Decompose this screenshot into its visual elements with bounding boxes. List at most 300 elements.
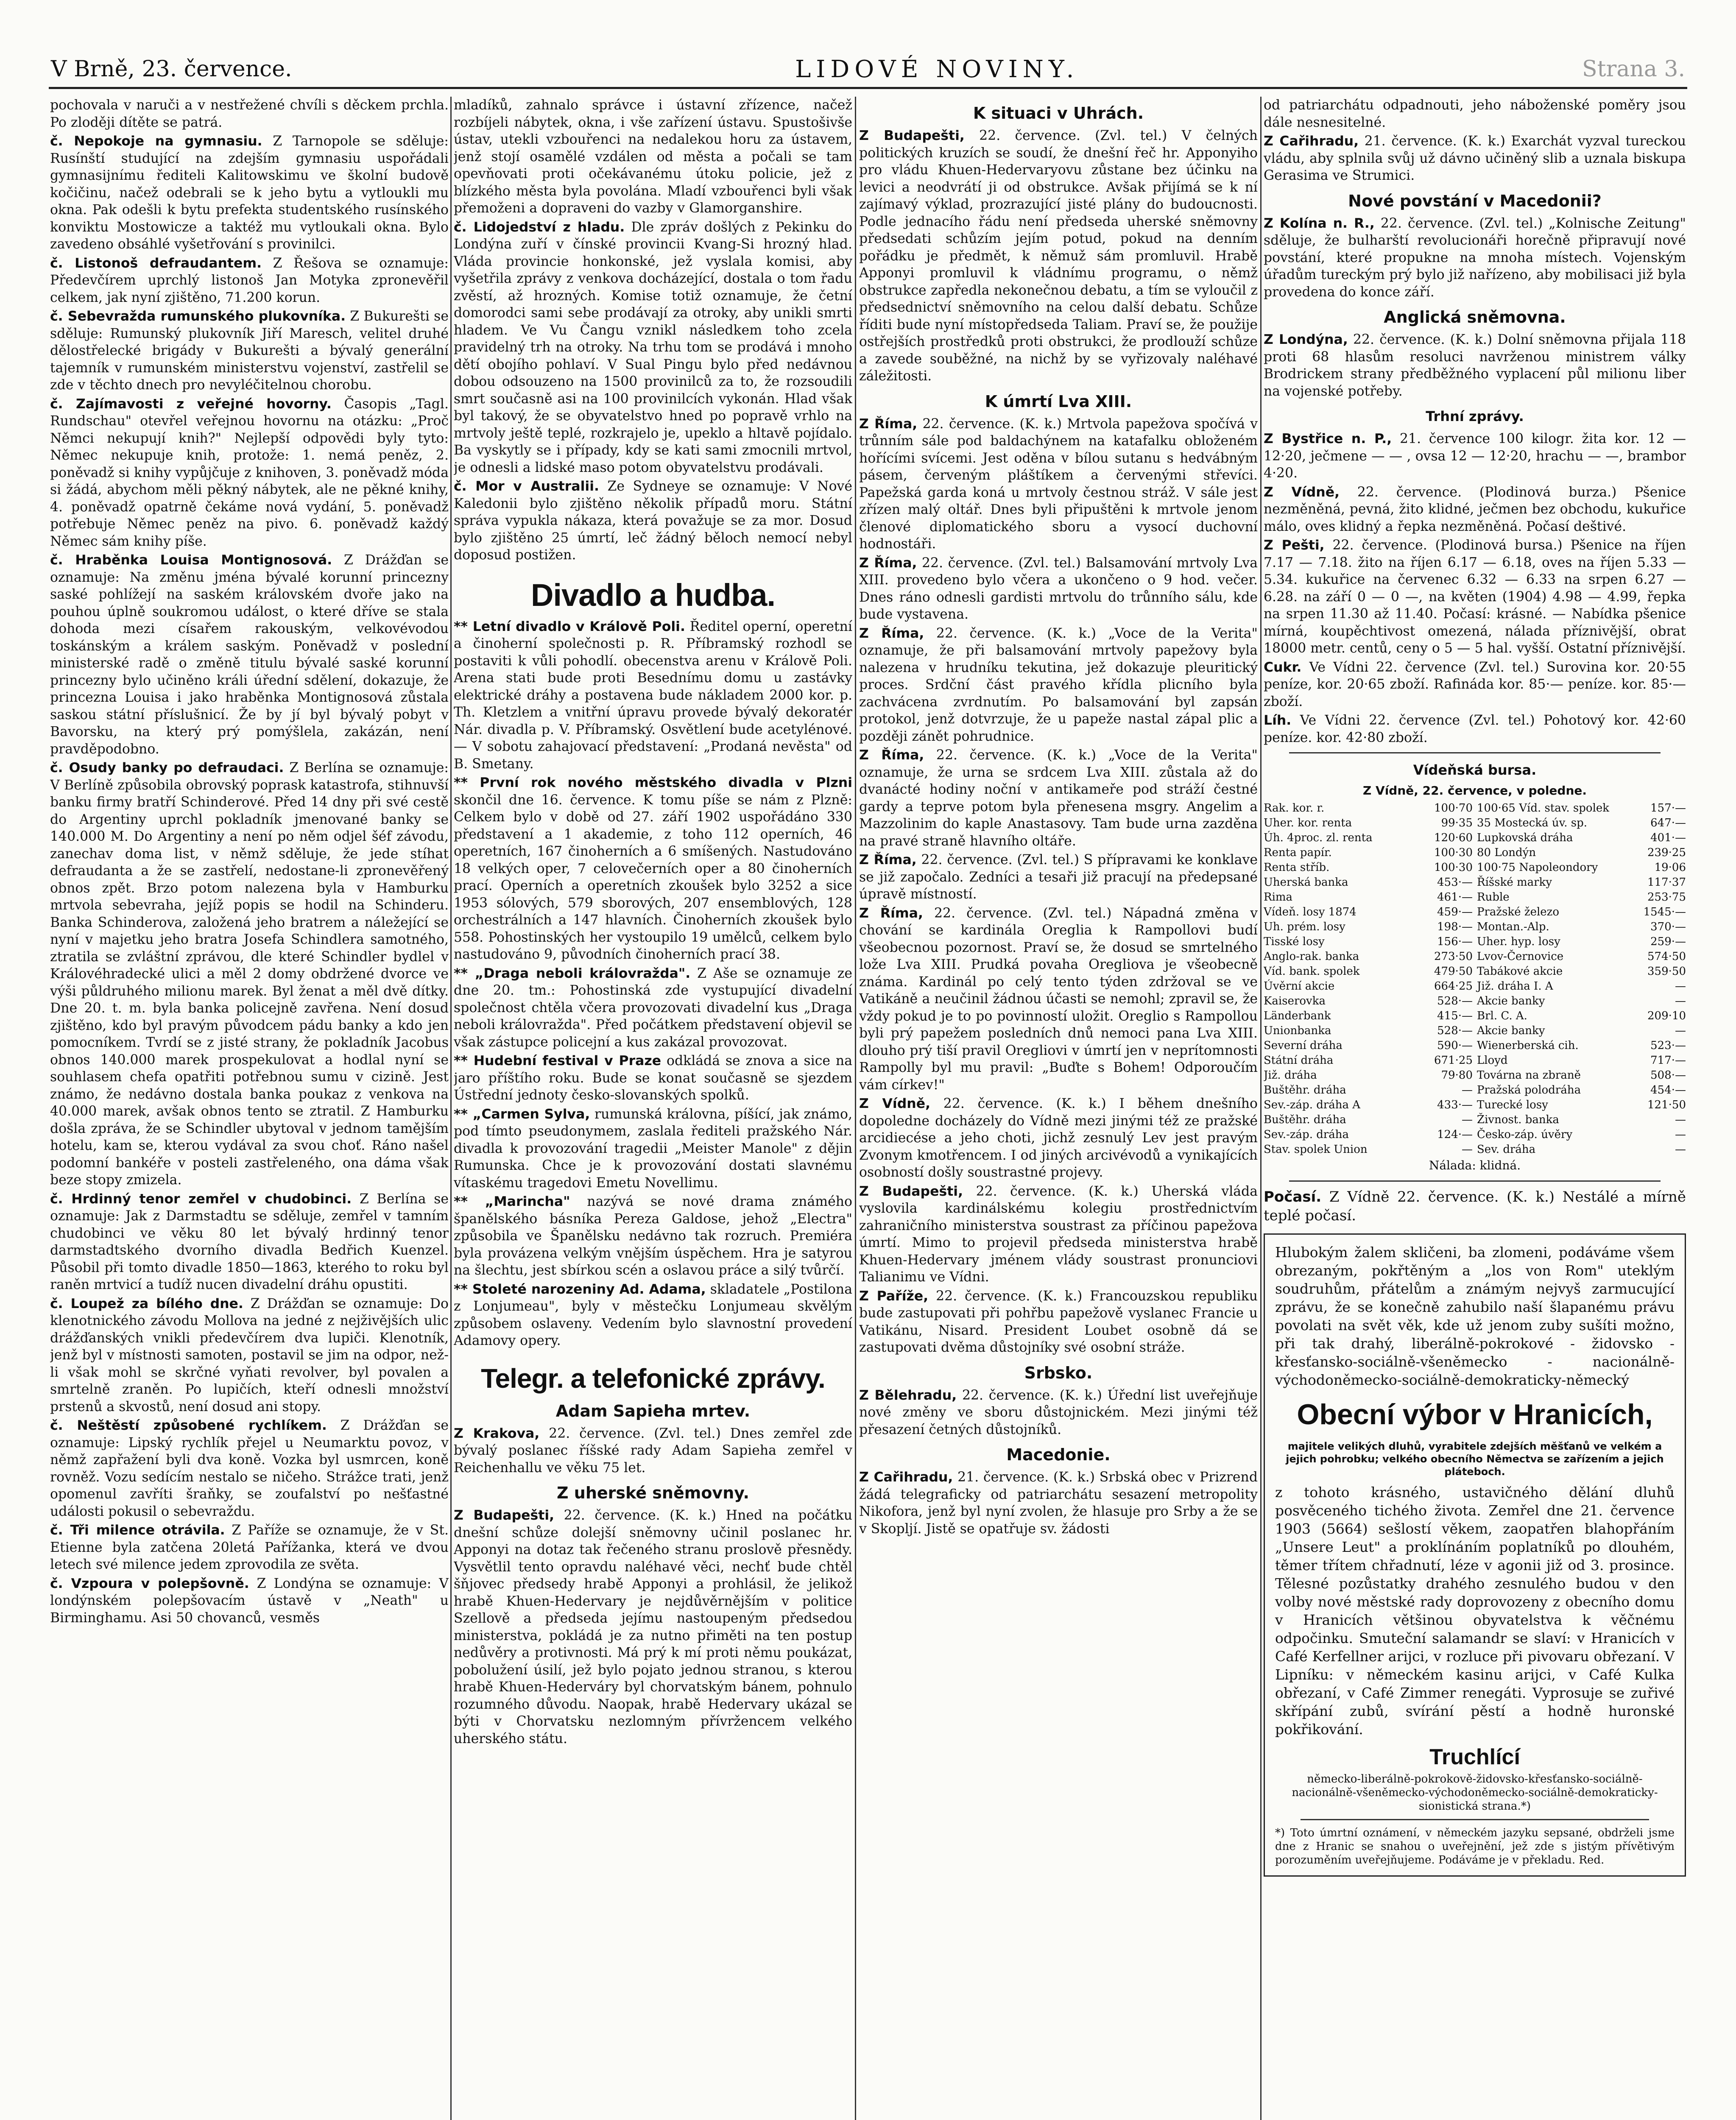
- news-item: [454, 1106, 852, 1192]
- news-item-text: Z Drážďan se oznamuje: Do klenotnického závodu Mollova na jedné z nejživějších ulic drážďanských vnikli předevčírem dva lupiči. Klenotník, jenž byl v místnosti samoten, postavil se jim na odpor, než-li však mohl se skrčné vyňati revolver, byl povalen a smrtelně zraněn. Po lupičích, kteří odnesli množství prstenů a skvostů, není dosud ani stopy.: [50, 1296, 449, 1414]
- column-rule: [855, 97, 856, 2120]
- bourse-cell: 253·75: [1647, 891, 1686, 904]
- bourse-cell: Úvěrní akcie: [1264, 980, 1335, 993]
- news-item-text: Z Paříže se oznamuje, že v St. Etienne byla zatčena 20letá Pařížanka, která ve dvou letech své milence jedem zprovodila ze světa.: [50, 1523, 449, 1572]
- column-3: [859, 97, 1258, 2120]
- news-item-text: Z Řešova se oznamuje: Předevčírem uprchlý listonoš Jan Motyka zpronevěřil celkem, jak nyní zjištěno, 71.200 korun.: [50, 255, 449, 305]
- bourse-cell: 239·25: [1647, 846, 1686, 859]
- bourse-cell: 100·75 Napoleondory: [1477, 861, 1598, 874]
- news-item-text: 22. července. (Plodinová bursa.) Pšenice na říjen 7.17 — 7.18. žito na říjen 6.17 — 6.18, oves na říjen 5.33 — 5.34. kukuřice na červenec 6.32 — 6.33 na srpen 6.27 — 6.28. na září 0 — 0 —, na květen (1904) 4.98 — 4.99, řepka na srpen 11.30 až 11.40. Počasí: krásné. — Nabídka pšenice mírná, koupěchtivost omezená, nálada příznivější, obrat 18000 metr. centů, ceny o 5 — 5 hal. vyšší. Ostatní příznivější.: [1264, 538, 1686, 656]
- bourse-cell: Severní dráha: [1264, 1039, 1342, 1052]
- bourse-cell: 508·—: [1650, 1069, 1686, 1082]
- bourse-cell: 273·50: [1434, 950, 1473, 963]
- bourse-row: [1264, 875, 1686, 890]
- news-item-text: Z Tarnopole se sděluje: Rusínští studující na zdejším gymnasiu uspořádali gymnasijnímu řediteli Kalitowskimu ve školní budově kočičinu, načež odebrali se k jeho bytu a vytloukli mu okna. Pak odešli k bytu prefekta studentského rusínského konviktu Mostowicze a taktéž mu vytloukali okna. Bylo zavedeno obsáhlé vyšetřování s provinilci.: [50, 134, 449, 252]
- news-item-text: 22. července. (Zvl. tel.) V čelných politických kruzích se soudí, že dnešní řeč hr. Apponyiho pro vládu Khuen-Hedervaryovu zůstane bez účinku na levici a neodvrátí ji od obstrukce. Avšak přijímá se k ní zajímavý výklad, prozrazující jisté plány do budoucnosti. Podle jednacího řádu není předseda uherské sněmovny předsedati schůzím jejím potud, pokud na denním pořádku je předmět, k němuž sám promluvil. Hrabě Apponyi promluvil k vládnímu programu, o němž obstrukce zapředla nekonečnou debatu, a tím se vyloučil z předsednictví sněmovního na celou další debatu. Schůze říditi bude nyní místopředseda Taliam. Praví se, že použije ostřejších prostředků proti obstrukci, že prodlouží schůze a zavede souběžné, na nichž by se vyřizovaly naléhavé záležitosti.: [859, 128, 1258, 384]
- bourse-row: [1264, 1038, 1686, 1053]
- bourse-row: [1264, 979, 1686, 994]
- bourse-cell: 453·—: [1437, 876, 1473, 889]
- news-item: [454, 618, 852, 773]
- bourse-row: [1264, 1142, 1686, 1157]
- bourse-row: [1264, 920, 1686, 934]
- news-item-text: 22. července. (K. k.) Dolní sněmovna přijala 118 proti 68 hlasům resoluci navrženou ministrem války Brodrickem strany předběžného vyplacení půl milionu liber na vojenské potřeby.: [1264, 332, 1686, 399]
- bourse-cell: Buštěhr. dráha: [1264, 1084, 1346, 1096]
- bourse-row: [1264, 1009, 1686, 1024]
- news-item: [1264, 537, 1686, 657]
- divider: [1301, 1819, 1649, 1820]
- news-item-title: č. Hraběnka Louisa Montignosová.: [50, 552, 332, 568]
- news-item-text: Z Bukurešti se sděluje: Rumunský plukovník Jiří Maresch, velitel druhé dělostřelecké brigády v Bukurešti a bývalý generální tajemník v rumunském ministerstvu vojenství, zastřelil se zde v těchto dnech pro nevyléčitelnou chorobu.: [50, 309, 449, 393]
- bourse-cell: Anglo-rak. banka: [1264, 950, 1359, 963]
- news-list: [50, 133, 449, 1626]
- news-item: [50, 1522, 449, 1573]
- news-item-title: Z Budapešti,: [859, 128, 965, 143]
- news-item-title: Z Vídně,: [859, 1096, 931, 1111]
- telegram-list: [454, 1425, 852, 1477]
- bourse-cell: Tabákové akcie: [1477, 965, 1563, 978]
- news-item-title: č. Loupež za bílého dne.: [50, 1296, 243, 1311]
- news-item-text: odkládá se znova a sice na jaro příštího roku. Bude se konat současně se sjezdem Ústřední jednoty česko-slovanských spolků.: [454, 1053, 852, 1103]
- article-continuation: od patriarchátu odpadnouti, jeho náboženské poměry jsou dále nesnesitelné.: [1264, 98, 1686, 130]
- news-item-title: ** „Carmen Sylva,: [454, 1106, 590, 1122]
- bourse-cell: Víd. bank. spolek: [1264, 965, 1360, 978]
- news-item: [454, 1052, 852, 1104]
- news-item-title: č. Hrdinný tenor zemřel v chudobinci.: [50, 1191, 352, 1207]
- news-item-text: 22. července. (K. k.) Uherská vláda vyslovila kardinálskému kolegiu prostřednictvím zahraničního ministerstva soustrast za příčinou papežova úmrtí. Mimo to projevil předseda ministerstva hrabě Khuen-Hedervary jménem vlády soustrast pronunciovi Talianimu ve Vídni.: [859, 1183, 1258, 1285]
- news-item: [859, 1469, 1258, 1537]
- bourse-cell: 528·—: [1437, 1024, 1473, 1037]
- subheading-situation: K situaci v Uhrách.: [973, 104, 1144, 123]
- subheading-macedonia: Macedonie.: [1006, 1445, 1111, 1464]
- news-item-title: Z Říma,: [859, 625, 924, 641]
- news-item: [859, 851, 1258, 903]
- bourse-row: [1264, 860, 1686, 875]
- bourse-cell: Kaiserovka: [1264, 995, 1326, 1007]
- bourse-cell: —: [1675, 1128, 1686, 1141]
- bourse-cell: Buštěhr. dráha: [1264, 1113, 1346, 1126]
- news-item-text: 21. července. (K. k.) Exarchát vyzval tureckou vládu, aby splnila svůj už dávno učiněný slib a uznala biskupa Gerasima ve Strumici.: [1264, 134, 1686, 183]
- news-item: [454, 478, 852, 564]
- bourse-cell: Rak. kor. r.: [1264, 802, 1325, 815]
- bourse-cell: Stav. spolek Union: [1264, 1143, 1368, 1156]
- bourse-cell: Renta stříb.: [1264, 861, 1330, 874]
- news-item: [50, 759, 449, 1189]
- telegram-list: [859, 1469, 1258, 1537]
- bourse-cell: 461·—: [1437, 891, 1473, 904]
- weather-title: Počasí.: [1264, 1188, 1322, 1205]
- news-item-title: ** „Marincha": [454, 1194, 570, 1209]
- news-item: [859, 747, 1258, 850]
- news-item-title: Z Londýna,: [1264, 332, 1348, 347]
- bourse-row: [1264, 994, 1686, 1009]
- bourse-cell: Unionbanka: [1264, 1024, 1331, 1037]
- bourse-cell: 574·50: [1647, 950, 1686, 963]
- news-item: [859, 905, 1258, 1094]
- section-heading-telegrams: Telegr. a telefonické zprávy.: [481, 1363, 825, 1394]
- bourse-row: [1264, 845, 1686, 860]
- bourse-cell: Lupkovská dráha: [1477, 831, 1573, 844]
- theatre-news-list: [454, 618, 852, 1350]
- bourse-row: [1264, 934, 1686, 949]
- news-item-title: č. Vzpoura v polepšovně.: [50, 1576, 249, 1591]
- news-item: [859, 416, 1258, 553]
- bourse-cell: Říšské marky: [1477, 876, 1552, 889]
- news-item-text: Z Drážďan se oznamuje: Na změnu jména bývalé korunní princezny saské pohlížejí na saském královském dvoře jako na pouhou úplně soukromou událost, o které dříve se stala dohoda mezi císařem rakouským, velkovévodou toskánským a králem saským. Poněvadž v poslední ministerské radě o změně titulu bývalé saské korunní princezny bylo učiněno králi úřední sdělení, dokazuje, že princezna Louisa i jako hraběnka Montignosová zůstala saskou státní příslušnicí. Že by jí byl bývalý pobyt v Bavorsku, na který prý pomýšlela, zakázán, není pravděpodobno.: [50, 552, 449, 757]
- telegram-list: [859, 127, 1258, 385]
- article-continuation: pochovala v naruči a v nestřežené chvíli s děckem prchla. Po zloději dítěte se patrá.: [50, 98, 449, 130]
- news-item-text: 22. července. (K. k.) Mrtvola papežova spočívá v trůnním sále pod baldachýnem na katafalku obloženém hořícími svícemi. Jest oděna v bílou sutanu s hedvábným pásem, červeným pláštíkem a červenými střevíci. Papežská garda koná u mrtvoly čestnou stráž. V sále jest zřízen malý oltář. Dnes byli připuštěni k mrtvole jenom členové diplomatického sboru a vysocí duchovní hodnostáři.: [859, 416, 1258, 552]
- news-item-text: 22. července. (Zvl. tel.) Nápadná změna v chování se kardinála Oreglia k Rampollovi budí všeobecnou pozornost. Praví se, že dosud se smrtelného lože Lva XIII. Prudká povaha Oregliova je všeobecně známa. Kardinál po celý tento týden zdržoval se ve Vatikáně a neučinil žádnou účasti se nemohl; zpravil se, že vždy pokud je to po povinností uložit. Oreglio s Rampollou byli prý papežem posledních dnů nemoci pana Lva XIII. dlouho prý tiší pravil Oregliovi v úmrtí jen v neprítomnosti Rampolly byl mu pravil: „Buďte s Bohem! Odporoučím vám církev!": [859, 905, 1258, 1093]
- market-list: [1264, 430, 1686, 746]
- news-item: [454, 1281, 852, 1350]
- news-item: [50, 1417, 449, 1520]
- telegram-list: [454, 1507, 852, 1747]
- news-item: [50, 552, 449, 758]
- bourse-cell: 590·—: [1437, 1039, 1473, 1052]
- bourse-cell: 100·65 Víd. stav. spolek: [1477, 802, 1610, 815]
- bourse-cell: Uher. kor. renta: [1264, 817, 1352, 829]
- bourse-cell: Lloyd: [1477, 1054, 1508, 1067]
- news-item-text: 22. července. (K. k.) „Voce de la Verita" oznamuje, že urna se srdcem Lva XIII. zůstala až do dvanácté hodiny noční v antikameře pod stráží čestné gardy a teprve potom byla přenesena msgry. Angelim a Mazzolinim do kaple Anastasovy. Tam bude urna zazděna na pravé straně hlavního oltáře.: [859, 748, 1258, 849]
- news-item: [454, 219, 852, 477]
- bourse-cell: 401·—: [1650, 831, 1686, 844]
- bourse-row: [1264, 1113, 1686, 1127]
- telegram-list: [1264, 133, 1686, 184]
- bourse-cell: 528·—: [1437, 995, 1473, 1007]
- subheading-sapieha: Adam Sapieha mrtev.: [555, 1401, 751, 1420]
- news-item: [50, 1191, 449, 1294]
- news-item-text: Z Aše se oznamuje ze dne 20. tm.: Pohostinská zde vystupující divadelní společnost chtěla včera provozovati divadelní kus „Draga neboli královražda". Před počátkem představení objevil se však zástupce policejní a kus zakázal provozovat.: [454, 965, 852, 1050]
- subheading-bourse: Vídeňská bursa.: [1413, 762, 1537, 778]
- bourse-cell: Vídeň. losy 1874: [1264, 906, 1356, 918]
- bourse-cell: 647·—: [1650, 817, 1686, 829]
- news-item-title: Z Krakova,: [454, 1425, 540, 1441]
- news-item-title: Z Říma,: [859, 416, 918, 432]
- page-header: [51, 50, 1685, 88]
- news-item: [50, 1575, 449, 1627]
- news-item-title: Z Cařihradu,: [1264, 134, 1359, 149]
- news-item-title: Z Budapešti,: [859, 1183, 963, 1199]
- news-item-title: č. Listonoš defraudantem.: [50, 255, 262, 271]
- subheading-market: Trhní zprávy.: [1426, 408, 1524, 424]
- news-item-title: ** První rok nového městského divadla v Plzni: [454, 775, 852, 790]
- article-continuation: mladíků, zahnalo správce i ústavní zřízence, načež rozbíjeli nábytek, okna, i vše zařízení ústavu. Spustošivše ústav, utekli vzbouřenci na nedalekou horu za ústavem, jenž stojí osamělé vzdálen od města a počali se tam opevňovati proti očekávanému útoku policie, jež z blízkého města byla povolána. Mladí vzbouřenci byli však přemoženi a dopraveni do vazby v Glamorganshire.: [454, 98, 852, 216]
- news-item-text: 22. července. (Zvl. tel.) Dnes zemřel zde bývalý poslanec říšské rady Adam Sapieha zemřel v Reichenhallu ve věku 75 let.: [454, 1425, 852, 1476]
- bourse-cell: —: [1675, 1113, 1686, 1126]
- notice-text: Hlubokým žalem skličeni, ba zlomeni, podáváme všem obrezaným, pokřtěným a „los von Rom" uteklým soudruhům, přátelům a známým nejvyš zarmucující zprávu, že se konečně zahubilo naší šlapanému právu povolati na svět věk, kde už jenom zuby sušíti možno, při tak drahý, liberálně-pokrokové - židovsko - křesťansko-sociálně-všeněmecko - nacionálně-východoněmecko-sociálně-demokraticky-německý: [1275, 1244, 1675, 1388]
- bourse-row: [1264, 816, 1686, 831]
- bourse-row: [1264, 964, 1686, 979]
- bourse-cell: 523·—: [1650, 1039, 1686, 1052]
- bourse-cell: Pražská polodráha: [1477, 1084, 1581, 1096]
- bourse-cell: 19·06: [1654, 861, 1686, 874]
- news-item: [1264, 712, 1686, 746]
- subheading-serbia: Srbsko.: [1024, 1363, 1093, 1382]
- news-item: [454, 965, 852, 1051]
- news-item-text: 22. července. (K. k.) Francouzskou republiku bude zastupovati při pohřbu papežově vyslanec Francie u Vatikánu, Nisard. President Loubet osobně dá se zastupovati dvěma důstojníky své osobní stráže.: [859, 1288, 1258, 1355]
- bourse-table: [1264, 801, 1686, 1157]
- bourse-cell: Akcie banky: [1477, 995, 1545, 1007]
- news-item-title: Z Říma,: [859, 905, 923, 921]
- news-item-text: 21. července 100 kilogr. žita kor. 12 — 12·20, ječmene — — , ovsa 12 — 12·20, hrachu — —, brambor 4·20.: [1264, 431, 1686, 481]
- telegram-list: [1264, 331, 1686, 400]
- section-heading-theatre: Divadlo a hudba.: [530, 577, 776, 613]
- news-item-text: skončil dne 16. července. K tomu píše se nám z Plzně: Celkem bylo v době od 27. září 1902 uspořádáno 330 představení a 1 akademie, z toho 112 operních, 46 operetních, 167 činoherních a 6 smíšených. Nastudováno 18 velkých oper, 7 celovečerních oper a 80 činoherních prací. Operních a operetních zkoušek bylo 3252 a sice 1953 sólových, 579 sborových, 207 ensemblových, 128 orchestrálních a 147 hlavních. Činoherních zkoušek bylo 558. Pohostinských her vystoupilo 19 umělců, celkem bylo nastudováno 9, původních činoherních prací 38.: [454, 792, 852, 962]
- bourse-cell: Již. dráha I. A: [1477, 980, 1553, 993]
- bourse-cell: 156·—: [1437, 935, 1473, 948]
- news-item-text: Dle zpráv došlých z Pekinku do Londýna zuří v čínské provincii Kvang-Si hrozný hlad. Vláda provincie honkonské, jež vyslala komisi, aby vyšetřila zprávy z venkova docházející, dostala o tom řadu zvěstí, až hrozných. Komise totiž oznamuje, že četní domorodci sami sebe prodávají za otroky, aby unikli smrti hladem. Ve Vu Čangu vznikl následkem toho zcela pravidelný trh na otroky. Na trhu tom se prodává i mnoho dětí obojího pohlaví. V Sual Pingu bylo před nedávnou dobou odsouzeno na 1500 provinilců za to, že rozsoudili smrt současně asi na 100 provinilcích vykonán. Hlad však byl takový, že se obyvatelstvo hned po popravě vrhlo na mrtvoly ještě teplé, rozkrajelo je, upeklo a hltavě pojídalo. Ba vyskytly se i případy, kdy se kati sami zmocnili mrtvol, je odnesli a lidské maso potom obyvatelstvu prodávali.: [454, 219, 852, 475]
- header-place-date: V Brně, 23. července.: [51, 56, 292, 82]
- bourse-row: [1264, 949, 1686, 964]
- news-item-text: Z Londýna se oznamuje: V londýnském polepšovacím ústavě v „Neath" u Birminghamu. Asi 50 chovanců, vesměs: [50, 1576, 449, 1626]
- news-item-text: 22. července. (Zvl. tel.) S přípravami ke konklave se již započalo. Zedníci a tesaři již pracují na předepsané úpravě místností.: [859, 852, 1258, 902]
- bourse-cell: Länderbank: [1264, 1010, 1331, 1022]
- news-item: [859, 127, 1258, 385]
- news-item: [50, 133, 449, 253]
- bourse-cell: Brl. C. A.: [1477, 1010, 1527, 1022]
- news-item-title: Z Bystřice n. P.,: [1264, 431, 1392, 446]
- news-item: [859, 625, 1258, 745]
- news-item-title: č. Tři milence otrávila.: [50, 1523, 225, 1538]
- bourse-cell: —: [1675, 1143, 1686, 1156]
- news-item: [50, 308, 449, 394]
- obituary-notice: [1264, 1233, 1686, 1877]
- news-item-text: Časopis „Tagl. Rundschau" otevřel veřejnou hovornu na otázku: „Proč Němci nekupují knih?" Nejlepší odpovědi byly tyto: Němec nekupuje knih, protože: 1. nemá peněz, 2. poněvadž si knihy vypůjčuje z knihoven, 3. poněvadž móda si žádá, abychom měli pěkný nábytek, ale ne pěkné knihy, 4. poněvadž opatrně čekáme nová vydání, 5. poněvadž potřebuje Němec peněz na pivo. 6. poněvadž každý Němec sám knihy píše.: [50, 396, 449, 549]
- news-item-text: Ve Vídni 22. července (Zvl. tel.) Pohotový kor. 42·60 peníze. kor. 42·80 zboží.: [1264, 713, 1686, 745]
- bourse-cell: 99·35: [1441, 817, 1473, 829]
- news-item-title: Z Pešti,: [1264, 538, 1325, 553]
- news-item-text: 22. července. (K. k.) „Voce de la Verita" oznamuje, že při balsamování mrtvoly papežovy byla nalezena v hrudníku tekutina, jež dokazuje pleuritický proces. Srdční část pravého křídla plicního byla zachvácena zvrdnutím. Po balsamování byl zapsán protokol, jenž dotvrzuje, že u papeže nastal zápal plic a později zánět pohrudnice.: [859, 625, 1258, 744]
- news-item: [50, 255, 449, 307]
- bourse-cell: —: [1675, 995, 1686, 1007]
- bourse-cell: —: [1462, 1143, 1473, 1156]
- news-item-title: Z Bělehradu,: [859, 1387, 957, 1403]
- news-item: [1264, 331, 1686, 400]
- news-item-text: 22. července. (K. k.) I během dnešního dopoledne docházely do Vídně mezi jinými též ze pražské arcidiecése a jeho choti, jichž zesnulý Lev jest pravým Zvonym kmotřencem. I od jiných arcivévodů a vynikajících osobností došly soustrastné projevy.: [859, 1096, 1258, 1180]
- news-item-title: Z Kolína n. R.,: [1264, 215, 1375, 231]
- telegram-list: [859, 1095, 1258, 1356]
- bourse-row: [1264, 1098, 1686, 1113]
- bourse-cell: —: [1462, 1084, 1473, 1096]
- bourse-cell: Rima: [1264, 891, 1293, 904]
- bourse-cell: 259·—: [1650, 935, 1686, 948]
- news-item-text: Ve Vídni 22. července (Zvl. tel.) Surovina kor. 20·55 peníze, kor. 20·65 zboží. Rafináda kor. 85·— peníze. kor. 85·— zboží.: [1264, 659, 1686, 709]
- bourse-row: [1264, 1083, 1686, 1098]
- bourse-cell: Lvov-Černovice: [1477, 950, 1564, 963]
- weather-report: [1264, 1188, 1686, 1225]
- bourse-cell: —: [1675, 980, 1686, 993]
- news-item-text: skladatele „Postilona z Lonjumeau", byly v městečku Lonjumeau skvělým způsobem oslaveny. Vedením bylo slavnostní provedení Adamovy opery.: [454, 1281, 852, 1348]
- bourse-cell: 209·10: [1647, 1010, 1686, 1022]
- column-rule: [1260, 97, 1262, 2120]
- news-item-text: 22. července. (K. k.) Úřední list uveřejňuje nové změny ve sboru důstojnickém. Mezi jinými též přesazení četných důstojníků.: [859, 1387, 1258, 1437]
- news-item: [859, 1387, 1258, 1439]
- bourse-row: [1264, 1053, 1686, 1068]
- news-item: [859, 1183, 1258, 1286]
- news-item: [50, 1295, 449, 1416]
- news-item-title: č. Nepokoje na gymnasiu.: [50, 134, 262, 149]
- bourse-cell: 198·—: [1437, 921, 1473, 933]
- bourse-cell: 120·60: [1434, 831, 1473, 844]
- bourse-cell: 35 Mostecká úv. sp.: [1477, 817, 1588, 829]
- news-item-title: Cukr.: [1264, 659, 1302, 675]
- news-item-title: Z Říma,: [859, 555, 917, 571]
- column-2: [454, 97, 852, 2120]
- bourse-subtitle: Z Vídně, 22. července, v poledne.: [1362, 784, 1587, 798]
- bourse-cell: Pražské železo: [1477, 906, 1560, 918]
- news-item-title: ** Letní divadlo v Králově Poli.: [454, 619, 685, 634]
- news-item: [1264, 484, 1686, 536]
- bourse-cell: Sev.-záp. dráha A: [1264, 1099, 1361, 1111]
- bourse-cell: Wienerberská cih.: [1477, 1039, 1579, 1052]
- news-item-title: Z Cařihradu,: [859, 1470, 953, 1485]
- news-item: [859, 1288, 1258, 1356]
- bourse-cell: 1545·—: [1643, 906, 1686, 918]
- page-number: Strana 3.: [1582, 56, 1685, 82]
- bourse-cell: 80 Londýn: [1477, 846, 1536, 859]
- bourse-cell: 479·50: [1434, 965, 1473, 978]
- bourse-cell: Akcie banky: [1477, 1024, 1545, 1037]
- bourse-cell: 124·—: [1437, 1128, 1473, 1141]
- bourse-row: [1264, 1127, 1686, 1142]
- bourse-cell: Uher. hyp. losy: [1477, 935, 1560, 948]
- bourse-cell: Tisské losy: [1264, 935, 1325, 948]
- news-item-text: Z Berlína se oznamuje: V Berlíně způsobila obrovský poprask katastrofa, stihnuvší banku firmy bratří Schinderové. Před 14 dny při své cestě do Argentiny uprchl pokladník jmenované banky se 140.000 M. Do Argentiny a není po něm odjel šéf závodu, zanechav doma list, v němž sděluje, že jede stíhat defraudanta a že se zastřelí, nedostane-li zpronevěřený obnos zpět. Brzo potom nalezena byla v Hamburku mrtvola sebevraha, jejíž popis se hodil na Schinderu. Banka Schinderova, založená jeho bratrem a náležející se nyní v majetku jeho bratra Josefa Schindlera samotného, ztratila se zvláštní zprávou, dle které Schindler bydlel v Královéhradecké ulici a měl 2 domy obdržené dvorce ve výši půldruhého milionu marek. Byl ženat a měl dvě dítky. Dne 20. t. m. byla banka policejně zavřena. Není dosud zjištěno, kdo byl pravým původcem pádu banky a kdo jen pomocníkem. Tvrdí se z jisté strany, že pokladník Jacobus obnos 140.000 marek prospekulovat a hodlal nyní se souhlasem chefa opatřiti potřebnou sumu v cizině. Jest známo, že nedávno dostala banka poukaz z venkova na 40.000 marek, avšak obnos tento se ztratil. Z Hamburku došla zpráva, že se Schindler ubytoval v jednom tamějším hotelu, kam se, kterou vydával za svou choť. Ráno našel podomní bankéře v posteli zastřeleného, ona dáma však beze stopy zmizela.: [50, 760, 449, 1188]
- header-rule: [49, 87, 1687, 89]
- bourse-cell: Turecké losy: [1477, 1099, 1548, 1111]
- bourse-row: [1264, 801, 1686, 816]
- bourse-cell: 359·50: [1647, 965, 1686, 978]
- news-item: [1264, 133, 1686, 184]
- news-item-title: ** „Draga neboli královražda".: [454, 965, 691, 981]
- news-item: [1264, 215, 1686, 301]
- bourse-cell: 433·—: [1437, 1099, 1473, 1111]
- news-item-text: 22. července. (Zvl. tel.) Balsamování mrtvoly Lva XIII. provedeno bylo včera a ukončeno o 9 hod. večer. Dnes ráno odnesli gardisti mrtvolu do trůnního sálu, kde bude vystavena.: [859, 555, 1258, 622]
- notice-footnote: *) Toto úmrtní oznámení, v německém jazyku sepsané, obdrželi jsme dne z Hranic se snahou o uveřejnění, jež zde s jistým přívětivým porozuměním uveřejňujeme. Podáváme je v překladu. Red.: [1275, 1826, 1675, 1866]
- bourse-row: [1264, 831, 1686, 845]
- news-item-text: rumunská královna, píšící, jak známo, pod tímto pseudonymem, zaslala řediteli pražského Nár. divadla k provozování tragedii „Meister Manole" z dějin Rumunska. Chce je k provozování dostati slavnému vítaskému tragedovi Emetu Novellimu.: [454, 1106, 852, 1191]
- bourse-cell: 121·50: [1647, 1099, 1686, 1111]
- bourse-mood: Nálada: klidná.: [1429, 1158, 1521, 1172]
- bourse-cell: Česko-záp. úvěry: [1477, 1128, 1573, 1141]
- news-item: [1264, 659, 1686, 711]
- bourse-cell: 100·70: [1434, 802, 1473, 815]
- bourse-cell: Renta papír.: [1264, 846, 1332, 859]
- telegram-list: [1264, 215, 1686, 301]
- news-item: [454, 1425, 852, 1477]
- news-item: [454, 1193, 852, 1279]
- subheading-revolt: Nové povstání v Macedonii?: [1348, 191, 1602, 210]
- notice-subtitle: majitele velikých dluhů, vyrabitele zdejších měšťanů ve velkém a jejich pohrobku; velkého obecního Němectva se zařízením a jejich pláteboch.: [1286, 1440, 1664, 1478]
- bourse-cell: Továrna na zbraně: [1477, 1069, 1581, 1082]
- news-item-title: ** Stoleté narozeniny Ad. Adama,: [454, 1281, 706, 1297]
- bourse-row: [1264, 1068, 1686, 1083]
- subheading-leo: K úmrtí Lva XIII.: [985, 392, 1132, 411]
- news-item-title: Z Vídně,: [1264, 484, 1340, 500]
- news-list: [454, 219, 852, 564]
- news-item-title: Z Říma,: [859, 748, 924, 763]
- column-1: [50, 97, 449, 2120]
- bourse-cell: Uh. prém. losy: [1264, 921, 1345, 933]
- news-item-title: Z Říma,: [859, 852, 917, 868]
- news-item-title: č. Mor v Australii.: [454, 479, 599, 494]
- notice-text-2: z tohoto krásného, ustavičného dělání dluhů posvěceného tichého života. Zemřel dne 21. července 1903 (5664) sešlostí věkem, zaopatřen blahopřáním „Unsere Leut" a proklínáním poplatníků po dlouhém, těmer třítem chřadnutí, léze v agonii již od 3. prosince. Tělesné pozůstatky drahého zesnulého budou v den volby nové městské rady doprovozeny z obecního domu v Hranicích většinou obyvatelstva k věčnému odpočinku. Smuteční salamandr se slaví: v Hranicích v Café Kerfellner arijci, v rozluce při pivovaru obřezaní. V Lipníku: v německém kasinu arijci, v Café Kulka obřezaní, v Café Zimmer renegáti. Vyprosuje se zuřivé skřípání zubů, svírání pěstí a hodně huronské pokřikování.: [1275, 1484, 1675, 1738]
- news-item: [859, 555, 1258, 623]
- news-item: [454, 774, 852, 963]
- bourse-cell: 664·25: [1434, 980, 1473, 993]
- news-item-title: Z Budapešti,: [454, 1508, 555, 1523]
- bourse-cell: 100·30: [1434, 846, 1473, 859]
- bourse-cell: Již. dráha: [1264, 1069, 1317, 1082]
- bourse-cell: 415·—: [1437, 1010, 1473, 1022]
- notice-name: Obecní výbor v Hranicích,: [1297, 1398, 1653, 1431]
- bourse-cell: 454·—: [1650, 1084, 1686, 1096]
- news-item: [859, 1095, 1258, 1181]
- mourners-text: německo-liberálně-pokrokově-židovsko-křesťansko-sociálně-nacionálně-všeněmecko-východoněmecko-sociálně-demokraticky-sionistická strana.*): [1292, 1772, 1658, 1813]
- bourse-row: [1264, 905, 1686, 920]
- mourners-title: Truchlící: [1429, 1744, 1520, 1769]
- bourse-cell: 717·—: [1650, 1054, 1686, 1067]
- subheading-hungary: Z uherské sněmovny.: [557, 1484, 749, 1502]
- divider: [1289, 752, 1661, 753]
- news-item-title: č. Osudy banky po defraudaci.: [50, 760, 284, 775]
- news-item-text: Z Drážďan se oznamuje: Lipský rychlík přejel u Neumarktu povoz, v němž zapřažení byli dva koně. Vozka byl usmrcen, koně rovněž. Vozu sedícím nestalo se ničeho. Strážce trati, jenž opomenul zavříti šraňky, se zoufalství po nešťastné události pokusil o sebevraždu.: [50, 1418, 449, 1519]
- bourse-cell: 459·—: [1437, 906, 1473, 918]
- bourse-cell: 79·80: [1441, 1069, 1473, 1082]
- bourse-cell: Živnost. banka: [1477, 1113, 1559, 1126]
- news-item-text: nazývá se nové drama známého španělského básníka Pereza Galdose, jehož „Electra" způsobila ve Španělsku nedávno tak rozruch. Premiéra byla provázena velkým vnějším úspěchem. Hra je satyrou na šlechtu, jest sbírkou scén a oslavou práce a silý tvůrčí.: [454, 1194, 852, 1278]
- news-item: [454, 1507, 852, 1747]
- news-item: [1264, 430, 1686, 482]
- news-item-text: 22. července. (Zvl. tel.) „Kolnische Zeitung" sděluje, že bulharští revolucionáři horečně připravují nové povstání, které propukne na mnoha místech. Vojenským úřadům tureckým prý bylo již nařízeno, aby mobilisaci již byla provedena do konce září.: [1264, 215, 1686, 300]
- news-item-title: č. Neštěstí způsobené rychlíkem.: [50, 1418, 327, 1433]
- telegram-list: [859, 1387, 1258, 1439]
- column-4: [1264, 97, 1686, 2120]
- news-item-title: ** Hudební festival v Praze: [454, 1053, 661, 1068]
- divider: [1289, 1180, 1661, 1182]
- bourse-row: [1264, 1024, 1686, 1038]
- bourse-cell: Montan.-Alp.: [1477, 921, 1549, 933]
- bourse-row: [1264, 890, 1686, 905]
- column-rule: [450, 97, 452, 2120]
- news-item-text: Ředitel operní, operetní a činoherní společnosti p. R. Příbramský rozhodl se postaviti k vůli pohodlí. obecenstva arenu v Králově Poli. Arena stati bude proti Besednímu domu u zastávky elektrické dráhy a postavena bude nákladem 2000 kor. p. Th. Kletzlem a vnitřní úpravu provede bývalý dekoratér Nár. divadla p. V. Příbramský. Osvětlení bude acetylénové. — V sobotu zahajovací představení: „Prodaná nevěsta" od B. Smetany.: [454, 619, 852, 772]
- bourse-cell: Státní dráha: [1264, 1054, 1334, 1067]
- news-item-title: č. Sebevražda rumunského plukovníka.: [50, 309, 346, 324]
- news-item-title: č. Lidojedství z hladu.: [454, 219, 625, 235]
- news-item-title: Líh.: [1264, 713, 1292, 728]
- news-item-title: č. Zajímavosti z veřejné hovorny.: [50, 396, 332, 412]
- masthead-title: LIDOVÉ NOVINY.: [795, 55, 1079, 83]
- bourse-cell: Sev.-záp. dráha: [1264, 1128, 1349, 1141]
- news-item-text: Z Berlína se oznamuje: Jak z Darmstadtu se sděluje, zemřel v tamním chudobinci ve věku 80 let bývalý hrdinný tenor darmstadtského dvorního divadla Bedřich Kuenzel. Působil při tomto divadle 1850—1863, kterého to roku byl raněn mrtvicí a tudíž nucen divadelní dráhu opustiti.: [50, 1191, 449, 1292]
- bourse-cell: Ruble: [1477, 891, 1510, 904]
- bourse-cell: 370·—: [1650, 921, 1686, 933]
- bourse-cell: —: [1462, 1113, 1473, 1126]
- news-item-text: 22. července. (K. k.) Hned na počátku dnešní schůze dolejší sněmovny učinil poslanec hr. Apponyi na dotaz tak řečeného stranu proslově přesnědy. Vysvětlil tento opravdu naléhavé věci, nechť bude chtěl šňjovec předsedy hrabě Apponyi a prohlásil, že jelikož hrabě Khuen-Hedervary je nejdůvěrnějším v politice Szellově a předseda jejímu nastoupeným předsedou ministerstva, pokládá je za nutno přiměti na ten postup nedůvěry a protivnosti. Má prý k mí proti němu poukázat, pobolužení úsilí, jež bylo pojato jednou stranou, s kterou hrabě Khuen-Hederváry byl chorvatským bánem, pohnulo rozumného důvodu. Naopak, hrabě Hedervary ukázal se býti v Chorvatsku nezlomným přívržencem velkého uherského státu.: [454, 1508, 852, 1746]
- bourse-cell: 100·30: [1434, 861, 1473, 874]
- bourse-cell: 157·—: [1650, 802, 1686, 815]
- news-item-text: 22. července. (Plodinová burza.) Pšenice nezměněná, pevná, žito klidné, ječmen bez obchodu, kukuřice málo, oves klidný a řepka nezměněná. Počasí deštivé.: [1264, 484, 1686, 534]
- weather-text: Z Vídně 22. července. (K. k.) Nestálé a mírně teplé počasí.: [1264, 1188, 1686, 1224]
- news-item: [50, 396, 449, 550]
- bourse-cell: —: [1675, 1024, 1686, 1037]
- bourse-cell: 671·25: [1434, 1054, 1473, 1067]
- subheading-england: Anglická sněmovna.: [1384, 308, 1566, 326]
- bourse-cell: Sev. dráha: [1477, 1143, 1536, 1156]
- telegram-list: [859, 416, 1258, 1094]
- bourse-cell: 117·37: [1647, 876, 1686, 889]
- bourse-cell: Úh. 4proc. zl. renta: [1264, 831, 1373, 844]
